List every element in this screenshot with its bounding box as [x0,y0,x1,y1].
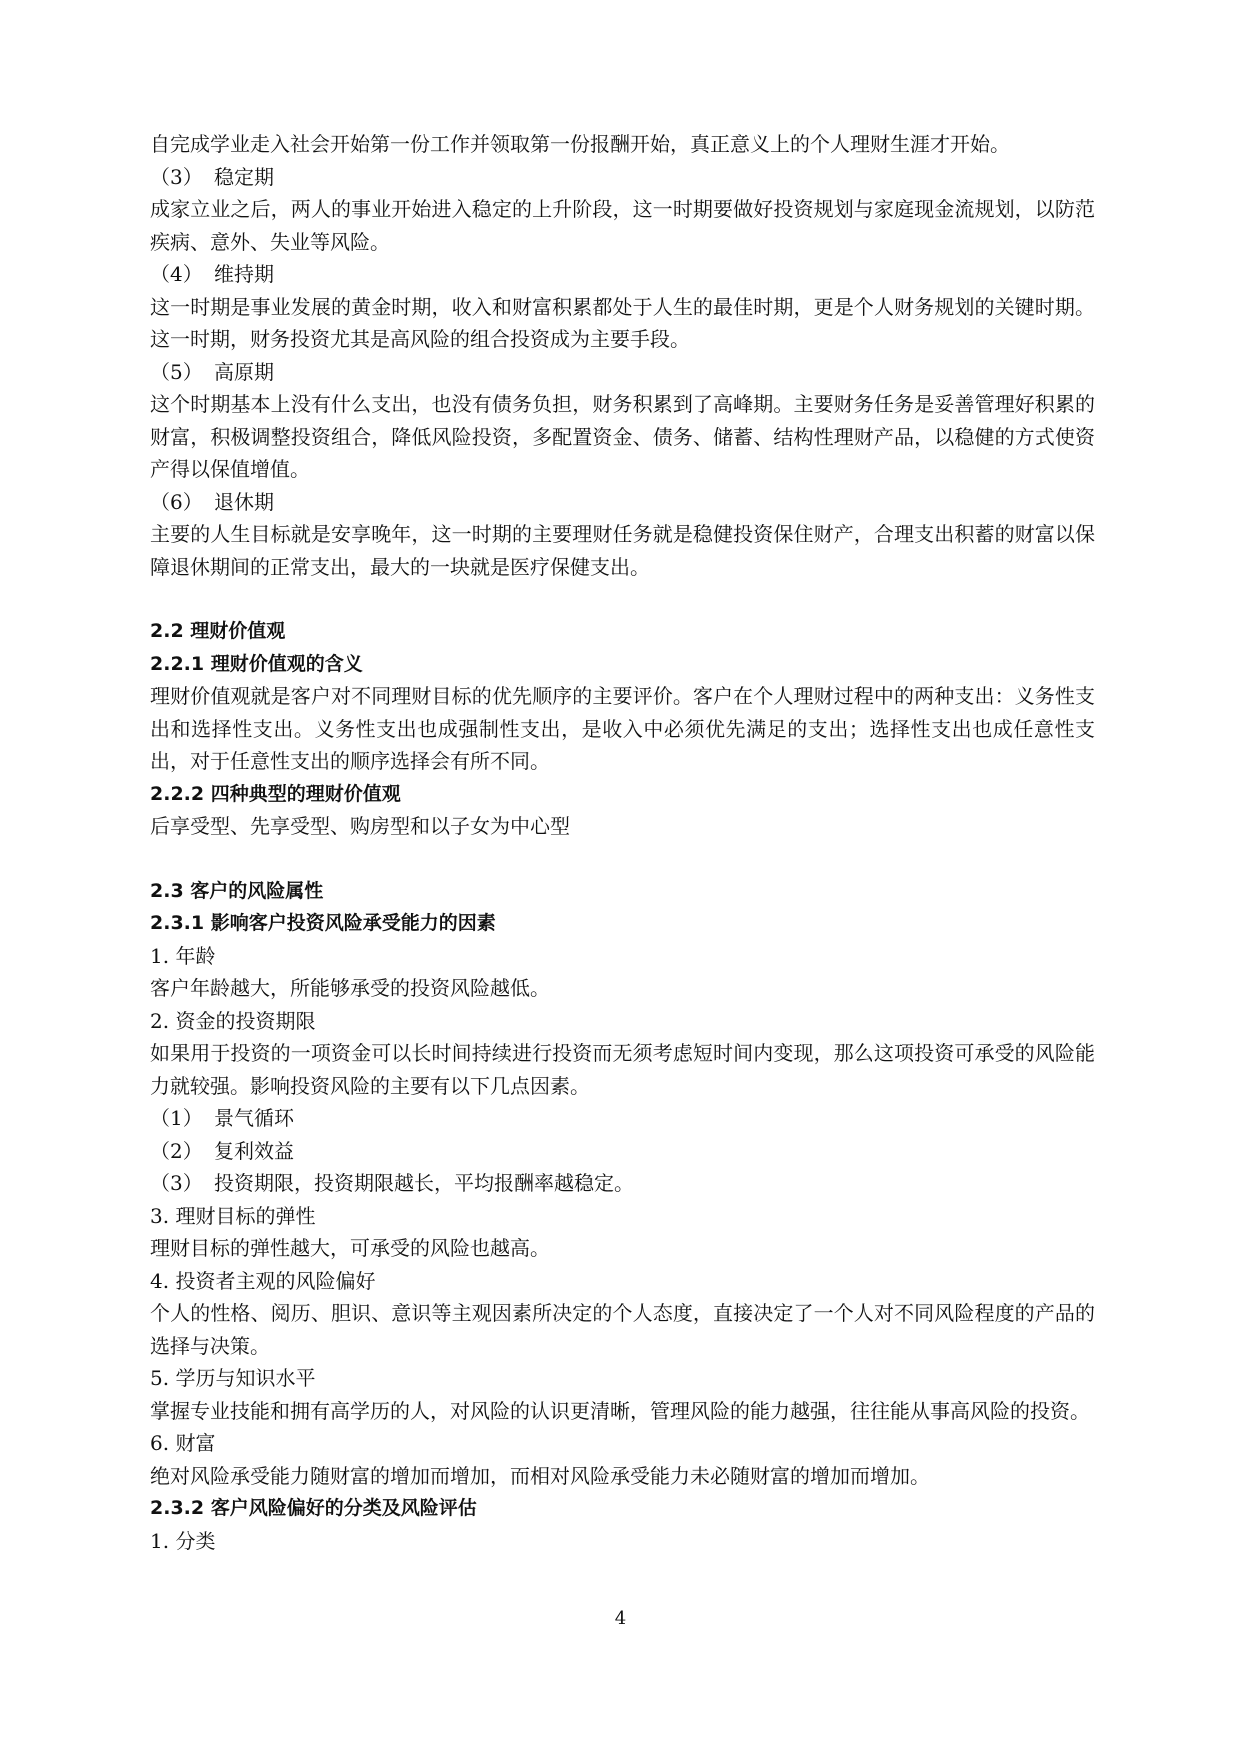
paragraph: 4. 投资者主观的风险偏好 [150,1268,376,1293]
paragraph: 主要的人生目标就是安享晚年，这一时期的主要理财任务就是稳健投资保住财产，合理支出积蓄的财富以保障退休期间的正常支出，最大的一块就是医疗保健支出。 [150,522,1095,579]
numbered-item [150,486,1095,519]
subsection-heading: 2.2.2 四种典型的理财价值观 [150,782,401,805]
numbered-item [150,356,1095,389]
item-text: 稳定期 [214,164,274,189]
paragraph: 绝对风险承受能力随财富的增加而增加，而相对风险承受能力未必随财富的增加而增加。 [150,1463,930,1488]
item-number: （3） [150,164,203,189]
paragraph: 1. 分类 [150,1528,216,1553]
paragraph: 个人的性格、阅历、胆识、意识等主观因素所决定的个人态度，直接决定了一个人对不同风险程度的产品的选择与决策。 [150,1301,1095,1358]
paragraph: 6. 财富 [150,1431,216,1455]
page-number: 4 [614,1608,627,1629]
section-heading: 2.2 理财价值观 [150,620,286,642]
section-heading: 2.3 客户的风险属性 [150,879,324,902]
item-text: 退休期 [214,489,274,514]
item-number: （5） [150,359,203,384]
item-text: 景气循环 [214,1106,294,1130]
paragraph: 后享受型、先享受型、购房型和以子女为中心型 [150,814,570,838]
paragraph: 如果用于投资的一项资金可以长时间持续进行投资而无须考虑短时间内变现，那么这项投资可承受的风险能力就较强。影响投资风险的主要有以下几点因素。 [150,1041,1095,1098]
paragraph: 掌握专业技能和拥有高学历的人，对风险的认识更清晰，管理风险的能力越强，往往能从事高风险的投资。 [150,1398,1090,1423]
item-text: 投资期限，投资期限越长，平均报酬率越稳定。 [214,1171,634,1195]
item-number: （2） [150,1138,203,1163]
subsection-heading: 2.2.1 理财价值观的含义 [150,652,363,675]
subsection-heading: 2.3.1 影响客户投资风险承受能力的因素 [150,912,496,934]
item-text: 高原期 [214,359,274,384]
paragraph: 自完成学业走入社会开始第一份工作并领取第一份报酬开始，真正意义上的个人理财生涯才开始。 [150,132,1010,156]
subsection-heading: 2.3.2 客户风险偏好的分类及风险评估 [150,1497,477,1519]
item-text: 维持期 [214,262,274,286]
item-text: 复利效益 [214,1138,294,1163]
item-number: （6） [150,489,203,514]
paragraph: 3. 理财目标的弹性 [150,1203,316,1228]
paragraph: 理财价值观就是客户对不同理财目标的优先顺序的主要评价。客户在个人理财过程中的两种支出：义务性支出和选择性支出。义务性支出也成强制性支出，是收入中必须优先满足的支出；选择性支出也成任意性支出，对于任意性支出的顺序选择会有所不同。 [150,684,1095,773]
paragraph: 这个时期基本上没有什么支出，也没有债务负担，财务积累到了高峰期。主要财务任务是妥善管理好积累的财富，积极调整投资组合，降低风险投资，多配置资金、债务、储蓄、结构性理财产品，以稳健的方式使资产得以保值增值。 [150,392,1095,481]
item-number: （4） [150,262,203,286]
section-spacer [150,583,1095,615]
paragraph: 5. 学历与知识水平 [150,1366,316,1390]
paragraph: 客户年龄越大，所能够承受的投资风险越低。 [150,976,550,1000]
paragraph: 1. 年龄 [150,943,216,968]
page-body [150,128,1095,1557]
paragraph: 理财目标的弹性越大，可承受的风险也越高。 [150,1236,550,1260]
numbered-item [150,1135,1095,1168]
item-number: （1） [150,1106,203,1130]
numbered-item [150,161,1095,194]
section-spacer [150,843,1095,875]
paragraph: 成家立业之后，两人的事业开始进入稳定的上升阶段，这一时期要做好投资规划与家庭现金流规划，以防范疾病、意外、失业等风险。 [150,197,1095,254]
paragraph: 这一时期是事业发展的黄金时期，收入和财富积累都处于人生的最佳时期，更是个人财务规划的关键时期。这一时期，财务投资尤其是高风险的组合投资成为主要手段。 [150,294,1095,351]
paragraph: 2. 资金的投资期限 [150,1008,316,1033]
numbered-item [150,1167,1095,1200]
numbered-item [150,1102,1095,1135]
item-number: （3） [150,1171,203,1195]
numbered-item [150,258,1095,291]
